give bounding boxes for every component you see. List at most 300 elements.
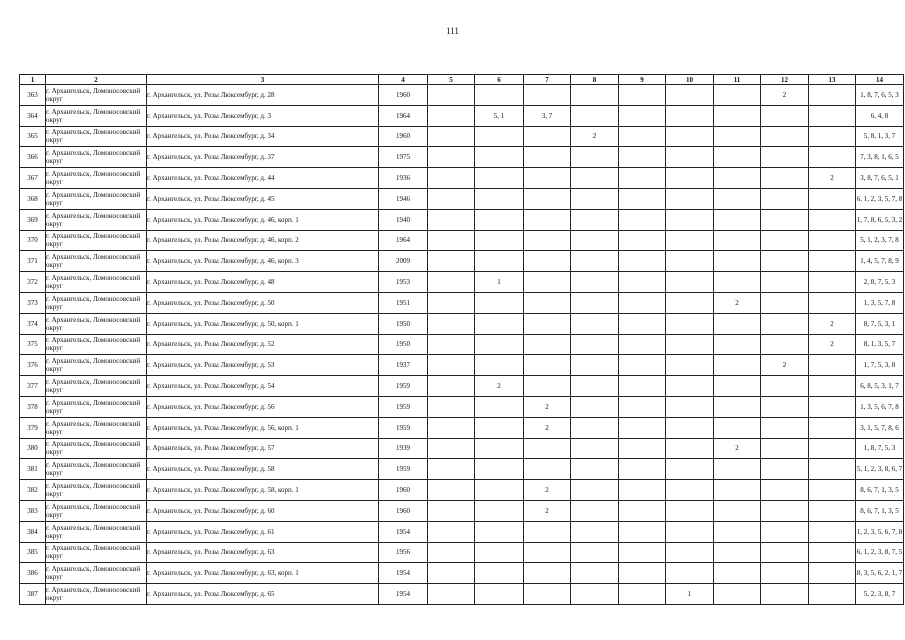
year-cell: 1975 [379,147,428,168]
value-cell-col-7: 2 [524,396,571,417]
value-cell-col-9 [619,313,666,334]
district-cell: г. Архангельск, Ломоносовский округ [46,376,147,397]
value-cell-col-9 [619,417,666,438]
table-row [20,209,904,230]
value-cell-col-8 [571,188,619,209]
district-cell: г. Архангельск, Ломоносовский округ [46,313,147,334]
district-cell: г. Архангельск, Ломоносовский округ [46,334,147,355]
year-cell: 1954 [379,563,428,584]
value-cell-col-9 [619,334,666,355]
value-cell-col-5 [428,355,475,376]
value-cell-col-10 [666,147,714,168]
value-cell-col-12 [761,521,809,542]
sequence-cell: 3, 8, 7, 6, 5, 1 [856,168,904,189]
address-cell: г. Архангельск, ул. Розы Люксембург, д. 61 [147,521,379,542]
value-cell-col-10 [666,85,714,106]
year-cell: 1959 [379,459,428,480]
value-cell-col-11 [714,459,761,480]
value-cell-col-13 [809,85,856,106]
year-cell: 1937 [379,355,428,376]
value-cell-col-5 [428,209,475,230]
value-cell-col-9 [619,230,666,251]
year-cell: 1953 [379,272,428,293]
value-cell-col-13 [809,521,856,542]
value-cell-col-7 [524,168,571,189]
district-cell: г. Архангельск, Ломоносовский округ [46,396,147,417]
value-cell-col-11 [714,500,761,521]
table-row [20,251,904,272]
table-row [20,376,904,397]
value-cell-col-6 [475,500,524,521]
value-cell-col-9 [619,396,666,417]
sequence-cell: 8, 6, 7, 1, 3, 5 [856,500,904,521]
address-cell: г. Архангельск, ул. Розы Люксембург, д. 56, корп. 1 [147,417,379,438]
address-cell: г. Архангельск, ул. Розы Люксембург, д. 45 [147,188,379,209]
value-cell-col-12 [761,396,809,417]
district-cell: г. Архангельск, Ломоносовский округ [46,500,147,521]
row-number-cell: 379 [20,417,46,438]
sequence-cell: 3, 1, 5, 7, 8, 6 [856,417,904,438]
column-header: 7 [524,75,571,85]
value-cell-col-8 [571,438,619,459]
value-cell-col-10 [666,105,714,126]
district-cell: г. Архангельск, Ломоносовский округ [46,584,147,605]
value-cell-col-13 [809,438,856,459]
sequence-cell: 1, 8, 7, 5, 3 [856,438,904,459]
value-cell-col-8 [571,209,619,230]
value-cell-col-10 [666,376,714,397]
value-cell-col-8 [571,584,619,605]
value-cell-col-9 [619,168,666,189]
column-header: 1 [20,75,46,85]
value-cell-col-5 [428,126,475,147]
value-cell-col-6 [475,563,524,584]
value-cell-col-5 [428,168,475,189]
sequence-cell: 8, 6, 7, 1, 3, 5 [856,480,904,501]
value-cell-col-7: 3, 7 [524,105,571,126]
year-cell: 1946 [379,188,428,209]
value-cell-col-7 [524,563,571,584]
value-cell-col-10 [666,251,714,272]
value-cell-col-5 [428,85,475,106]
value-cell-col-12 [761,563,809,584]
value-cell-col-5 [428,105,475,126]
value-cell-col-11 [714,396,761,417]
value-cell-col-7 [524,459,571,480]
year-cell: 1960 [379,85,428,106]
row-number-cell: 374 [20,313,46,334]
value-cell-col-6: 2 [475,376,524,397]
value-cell-col-10: 1 [666,584,714,605]
row-number-cell: 371 [20,251,46,272]
table-row [20,334,904,355]
value-cell-col-10 [666,438,714,459]
value-cell-col-13: 2 [809,313,856,334]
value-cell-col-6 [475,126,524,147]
value-cell-col-10 [666,396,714,417]
value-cell-col-10 [666,209,714,230]
value-cell-col-10 [666,334,714,355]
value-cell-col-10 [666,292,714,313]
row-number-cell: 364 [20,105,46,126]
value-cell-col-5 [428,459,475,480]
value-cell-col-8 [571,272,619,293]
year-cell: 1940 [379,209,428,230]
row-number-cell: 368 [20,188,46,209]
value-cell-col-8 [571,542,619,563]
address-cell: г. Архангельск, ул. Розы Люксембург, д. 63 [147,542,379,563]
value-cell-col-12: 2 [761,85,809,106]
value-cell-col-11 [714,105,761,126]
value-cell-col-9 [619,292,666,313]
column-header: 4 [379,75,428,85]
table-row [20,188,904,209]
value-cell-col-13 [809,459,856,480]
value-cell-col-7 [524,376,571,397]
value-cell-col-8 [571,105,619,126]
value-cell-col-10 [666,272,714,293]
value-cell-col-9 [619,542,666,563]
value-cell-col-10 [666,188,714,209]
value-cell-col-7: 2 [524,500,571,521]
row-number-cell: 382 [20,480,46,501]
value-cell-col-6 [475,542,524,563]
address-cell: г. Архангельск, ул. Розы Люксембург, д. 58 [147,459,379,480]
sequence-cell: 6, 1, 2, 3, 5, 7, 8 [856,188,904,209]
table-row [20,313,904,334]
district-cell: г. Архангельск, Ломоносовский округ [46,563,147,584]
value-cell-col-8: 2 [571,126,619,147]
value-cell-col-13 [809,542,856,563]
table-row [20,355,904,376]
row-number-cell: 373 [20,292,46,313]
value-cell-col-5 [428,251,475,272]
data-table [19,74,904,605]
value-cell-col-7 [524,85,571,106]
value-cell-col-10 [666,563,714,584]
year-cell: 1954 [379,521,428,542]
value-cell-col-6 [475,417,524,438]
table-row [20,272,904,293]
table-row [20,500,904,521]
sequence-cell: 6, 8, 5, 3, 1, 7 [856,376,904,397]
value-cell-col-9 [619,251,666,272]
value-cell-col-5 [428,521,475,542]
value-cell-col-5 [428,396,475,417]
value-cell-col-11 [714,251,761,272]
column-header: 12 [761,75,809,85]
year-cell: 1960 [379,500,428,521]
value-cell-col-9 [619,209,666,230]
table-row [20,230,904,251]
value-cell-col-9 [619,105,666,126]
value-cell-col-6 [475,147,524,168]
row-number-cell: 363 [20,85,46,106]
sequence-cell: 5, 2, 3, 8, 7 [856,584,904,605]
district-cell: г. Архангельск, Ломоносовский округ [46,168,147,189]
address-cell: г. Архангельск, ул. Розы Люксембург, д. 28 [147,85,379,106]
value-cell-col-12 [761,292,809,313]
value-cell-col-12 [761,417,809,438]
value-cell-col-12 [761,272,809,293]
value-cell-col-10 [666,480,714,501]
sequence-cell: 1, 7, 5, 3, 8 [856,355,904,376]
value-cell-col-9 [619,521,666,542]
district-cell: г. Архангельск, Ломоносовский округ [46,355,147,376]
value-cell-col-10 [666,500,714,521]
year-cell: 1964 [379,105,428,126]
value-cell-col-9 [619,188,666,209]
row-number-cell: 386 [20,563,46,584]
value-cell-col-10 [666,230,714,251]
value-cell-col-6 [475,480,524,501]
row-number-cell: 377 [20,376,46,397]
value-cell-col-11 [714,480,761,501]
sequence-cell: 1, 3, 5, 6, 7, 8 [856,396,904,417]
value-cell-col-8 [571,313,619,334]
district-cell: г. Архангельск, Ломоносовский округ [46,272,147,293]
value-cell-col-13: 2 [809,168,856,189]
value-cell-col-7 [524,334,571,355]
row-number-cell: 367 [20,168,46,189]
value-cell-col-7 [524,126,571,147]
value-cell-col-9 [619,355,666,376]
value-cell-col-13 [809,147,856,168]
column-header: 2 [46,75,147,85]
value-cell-col-9 [619,584,666,605]
value-cell-col-6 [475,251,524,272]
district-cell: г. Архангельск, Ломоносовский округ [46,438,147,459]
value-cell-col-13 [809,417,856,438]
address-cell: г. Архангельск, ул. Розы Люксембург, д. 53 [147,355,379,376]
value-cell-col-5 [428,147,475,168]
year-cell: 1960 [379,126,428,147]
value-cell-col-10 [666,521,714,542]
value-cell-col-6 [475,355,524,376]
district-cell: г. Архангельск, Ломоносовский округ [46,292,147,313]
value-cell-col-7 [524,188,571,209]
value-cell-col-11 [714,313,761,334]
value-cell-col-8 [571,355,619,376]
value-cell-col-8 [571,85,619,106]
value-cell-col-6: 1 [475,272,524,293]
value-cell-col-13 [809,272,856,293]
value-cell-col-7 [524,230,571,251]
value-cell-col-9 [619,500,666,521]
table-row [20,147,904,168]
value-cell-col-8 [571,480,619,501]
value-cell-col-7: 2 [524,417,571,438]
value-cell-col-12: 2 [761,355,809,376]
value-cell-col-7 [524,147,571,168]
value-cell-col-11 [714,230,761,251]
page-number: 111 [446,26,459,36]
value-cell-col-9 [619,147,666,168]
address-cell: г. Архангельск, ул. Розы Люксембург, д. 48 [147,272,379,293]
district-cell: г. Архангельск, Ломоносовский округ [46,188,147,209]
value-cell-col-9 [619,85,666,106]
value-cell-col-8 [571,292,619,313]
value-cell-col-11 [714,417,761,438]
value-cell-col-13 [809,188,856,209]
value-cell-col-10 [666,126,714,147]
district-cell: г. Архангельск, Ломоносовский округ [46,521,147,542]
address-cell: г. Архангельск, ул. Розы Люксембург, д. 58, корп. 1 [147,480,379,501]
row-number-cell: 383 [20,500,46,521]
value-cell-col-11 [714,355,761,376]
district-cell: г. Архангельск, Ломоносовский округ [46,126,147,147]
value-cell-col-10 [666,459,714,480]
value-cell-col-12 [761,584,809,605]
value-cell-col-12 [761,209,809,230]
table-row [20,438,904,459]
district-cell: г. Архангельск, Ломоносовский округ [46,85,147,106]
table-row [20,542,904,563]
value-cell-col-12 [761,126,809,147]
address-cell: г. Архангельск, ул. Розы Люксембург, д. 54 [147,376,379,397]
value-cell-col-13 [809,251,856,272]
value-cell-col-12 [761,105,809,126]
row-number-cell: 366 [20,147,46,168]
column-header: 6 [475,75,524,85]
value-cell-col-8 [571,147,619,168]
value-cell-col-7 [524,251,571,272]
year-cell: 1959 [379,376,428,397]
value-cell-col-6 [475,168,524,189]
table-row [20,563,904,584]
value-cell-col-5 [428,480,475,501]
address-cell: г. Архангельск, ул. Розы Люксембург, д. 60 [147,500,379,521]
value-cell-col-12 [761,459,809,480]
address-cell: г. Архангельск, ул. Розы Люксембург, д. 63, корп. 1 [147,563,379,584]
table-row [20,480,904,501]
row-number-cell: 372 [20,272,46,293]
value-cell-col-10 [666,542,714,563]
value-cell-col-5 [428,500,475,521]
sequence-cell: 8, 1, 3, 5, 7 [856,334,904,355]
value-cell-col-11 [714,563,761,584]
district-cell: г. Архангельск, Ломоносовский округ [46,542,147,563]
value-cell-col-11 [714,376,761,397]
address-cell: г. Архангельск, ул. Розы Люксембург, д. 46, корп. 1 [147,209,379,230]
column-header: 11 [714,75,761,85]
row-number-cell: 385 [20,542,46,563]
value-cell-col-6 [475,459,524,480]
value-cell-col-6 [475,292,524,313]
table-row [20,85,904,106]
value-cell-col-13 [809,500,856,521]
value-cell-col-6 [475,188,524,209]
column-header: 8 [571,75,619,85]
table-body [20,85,904,605]
district-cell: г. Архангельск, Ломоносовский округ [46,480,147,501]
value-cell-col-10 [666,313,714,334]
year-cell: 1959 [379,396,428,417]
value-cell-col-8 [571,417,619,438]
value-cell-col-8 [571,459,619,480]
value-cell-col-5 [428,584,475,605]
sequence-cell: 5, 1, 2, 3, 8, 6, 7 [856,459,904,480]
column-header: 3 [147,75,379,85]
value-cell-col-6 [475,521,524,542]
value-cell-col-5 [428,188,475,209]
value-cell-col-11: 2 [714,438,761,459]
value-cell-col-13 [809,376,856,397]
year-cell: 1951 [379,292,428,313]
table-row [20,459,904,480]
value-cell-col-9 [619,438,666,459]
value-cell-col-5 [428,417,475,438]
table-row [20,105,904,126]
value-cell-col-11 [714,147,761,168]
value-cell-col-9 [619,480,666,501]
value-cell-col-13 [809,396,856,417]
address-cell: г. Архангельск, ул. Розы Люксембург, д. 56 [147,396,379,417]
value-cell-col-8 [571,500,619,521]
value-cell-col-8 [571,334,619,355]
district-cell: г. Архангельск, Ломоносовский округ [46,251,147,272]
row-number-cell: 376 [20,355,46,376]
value-cell-col-8 [571,376,619,397]
row-number-cell: 387 [20,584,46,605]
year-cell: 1939 [379,438,428,459]
value-cell-col-12 [761,542,809,563]
sequence-cell: 8, 7, 5, 3, 1 [856,313,904,334]
column-header: 13 [809,75,856,85]
value-cell-col-6 [475,230,524,251]
value-cell-col-5 [428,230,475,251]
value-cell-col-13 [809,126,856,147]
value-cell-col-12 [761,230,809,251]
value-cell-col-11 [714,542,761,563]
value-cell-col-12 [761,168,809,189]
sequence-cell: 7, 3, 8, 1, 6, 5 [856,147,904,168]
sequence-cell: 2, 8, 7, 5, 3 [856,272,904,293]
year-cell: 1954 [379,584,428,605]
column-header: 14 [856,75,904,85]
address-cell: г. Архангельск, ул. Розы Люксембург, д. 52 [147,334,379,355]
value-cell-col-11: 2 [714,292,761,313]
year-cell: 2009 [379,251,428,272]
value-cell-col-6 [475,334,524,355]
value-cell-col-9 [619,459,666,480]
table-row [20,126,904,147]
year-cell: 1950 [379,334,428,355]
value-cell-col-13 [809,230,856,251]
value-cell-col-13 [809,563,856,584]
address-cell: г. Архангельск, ул. Розы Люксембург, д. 34 [147,126,379,147]
district-cell: г. Архангельск, Ломоносовский округ [46,230,147,251]
row-number-cell: 380 [20,438,46,459]
value-cell-col-5 [428,563,475,584]
value-cell-col-6: 5, 1 [475,105,524,126]
value-cell-col-5 [428,376,475,397]
table-row [20,417,904,438]
year-cell: 1950 [379,313,428,334]
value-cell-col-10 [666,168,714,189]
value-cell-col-12 [761,438,809,459]
value-cell-col-7 [524,355,571,376]
sequence-cell: 1, 7, 8, 6, 5, 3, 2 [856,209,904,230]
value-cell-col-13 [809,584,856,605]
address-cell: г. Архангельск, ул. Розы Люксембург, д. 65 [147,584,379,605]
table-row [20,521,904,542]
value-cell-col-12 [761,188,809,209]
value-cell-col-9 [619,272,666,293]
value-cell-col-13: 2 [809,334,856,355]
table-row [20,396,904,417]
value-cell-col-12 [761,480,809,501]
